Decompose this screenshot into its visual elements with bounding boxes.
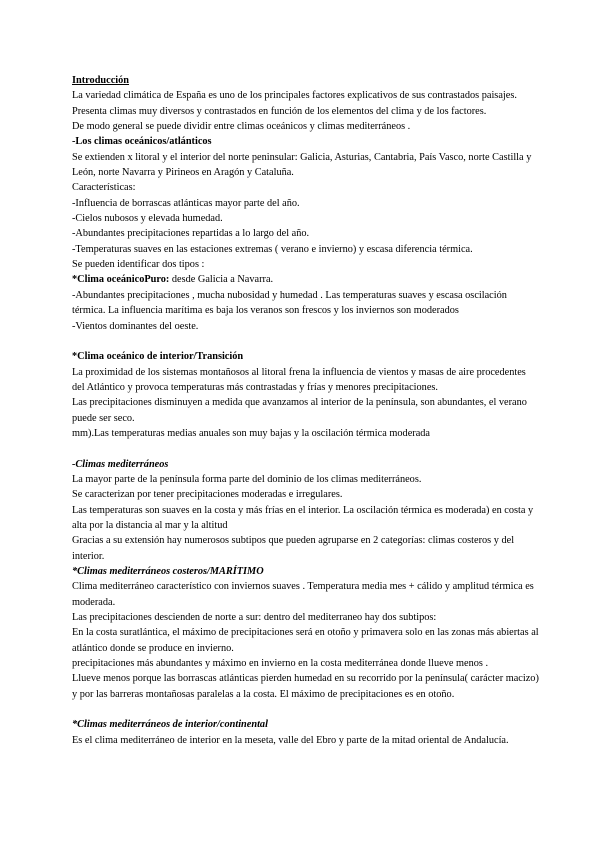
transition-paragraph: La proximidad de los sistemas montañosos al litoral frena la influencia de vientos y masas de aire procedentes del Atlántico y provoca temperaturas más contrastadas y frías y menores precipitaciones. [72, 366, 526, 393]
pure-oceanic-text: desde Galicia a Navarra. [169, 274, 274, 286]
transition-paragraph: mm).Las temperaturas medias anuales son muy bajas y la oscilación térmica moderada [72, 427, 430, 439]
spacer [72, 441, 540, 456]
characteristic-item: -Temperaturas suaves en las estaciones extremas ( verano e invierno) y escasa diferencia térmica. [72, 243, 473, 255]
pure-oceanic-paragraph: -Abundantes precipitaciones , mucha nubosidad y humedad . Las temperaturas suaves y escasa oscilación térmica. La influencia marítima es baja los veranos son frescos y los inviernos son moderados [72, 289, 507, 317]
characteristic-item: -Abundantes precipitaciones repartidas a lo largo del año. [72, 228, 310, 240]
oceanic-paragraph: Se extienden x litoral y el interior del norte peninsular: Galicia, Asturias, Cantabria, País Vasco, norte Castilla y León, norte Navarra y Pirineos en Aragón y Cataluña. [72, 151, 532, 179]
spacer [72, 334, 540, 349]
pure-oceanic-line [72, 272, 540, 287]
mediterranean-paragraph: Las temperaturas son suaves en la costa y más frías en el interior. La oscilación térmica es moderada) en costa y alta por la distancia al mar y la altitud [72, 504, 534, 531]
mediterranean-paragraph: Se caracterizan por tener precipitaciones moderadas e irregulares. [72, 489, 343, 501]
intro-paragraph: La variedad climática de España es uno de los principales factores explicativos de sus contrastados paisajes. Presenta climas muy diversos y contrastados en función de los elementos del clima y de los factores. [72, 90, 517, 117]
coastal-paragraph: En la costa suratlántica, el máximo de precipitaciones será en otoño y primavera solo en las zonas más abiertas al atlántico donde se produce en invierno. [72, 627, 539, 654]
characteristic-item: -Influencia de borrascas atlánticas mayor parte del año. [72, 197, 300, 209]
mediterranean-paragraph: Gracias a su extensión hay numerosos subtipos que pueden agruparse en 2 categorías: climas costeros y del interior. [72, 535, 515, 562]
pure-oceanic-paragraph: -Vientos dominantes del oeste. [72, 320, 199, 332]
interior-paragraph: Es el clima mediterráneo de interior en la meseta, valle del Ebro y parte de la mitad oriental de Andalucía. [72, 734, 509, 746]
transition-paragraph: Las precipitaciones disminuyen a medida que avanzamos al interior de la península, son abundantes, el verano puede ser seco. [72, 397, 527, 424]
types-label: Se pueden identificar dos tipos : [72, 259, 205, 271]
coastal-paragraph: precipitaciones más abundantes y máximo en invierno en la costa mediterránea donde llueve menos . [72, 658, 489, 670]
coastal-heading: *Climas mediterráneos costeros/MARÍTIMO [72, 566, 264, 577]
characteristic-item: -Cielos nubosos y elevada humedad. [72, 213, 223, 225]
coastal-paragraph: Llueve menos porque las borrascas atlánticas pierden humedad en su recorrido por la península( carácter macizo) y por las barreras montañosas paralelas a la costa. El máximo de precipitaciones es en otoño. [72, 673, 539, 700]
transition-heading: *Clima oceánico de interior/Transición [72, 351, 244, 363]
mediterranean-paragraph: La mayor parte de la península forma parte del dominio de los climas mediterráneos. [72, 473, 422, 485]
interior-heading: *Climas mediterráneos de interior/continental [72, 719, 268, 731]
characteristics-label: Características: [72, 182, 136, 194]
coastal-paragraph: Las precipitaciones descienden de norte a sur: dentro del mediterraneo hay dos subtipos: [72, 612, 437, 624]
intro-paragraph: De modo general se puede dividir entre climas oceánicos y climas mediterráneos . [72, 121, 411, 133]
coastal-paragraph: Clima mediterráneo característico con inviernos suaves . Temperatura media mes + cálido y amplitud térmica es moderada. [72, 581, 534, 608]
intro-heading: Introducción [72, 75, 130, 86]
mediterranean-heading: -Climas mediterráneos [72, 458, 169, 470]
pure-oceanic-label: *Clima oceánicoPuro: [72, 274, 170, 286]
oceanic-heading: -Los climas oceánicos/atlánticos [72, 136, 212, 148]
spacer [72, 702, 540, 717]
